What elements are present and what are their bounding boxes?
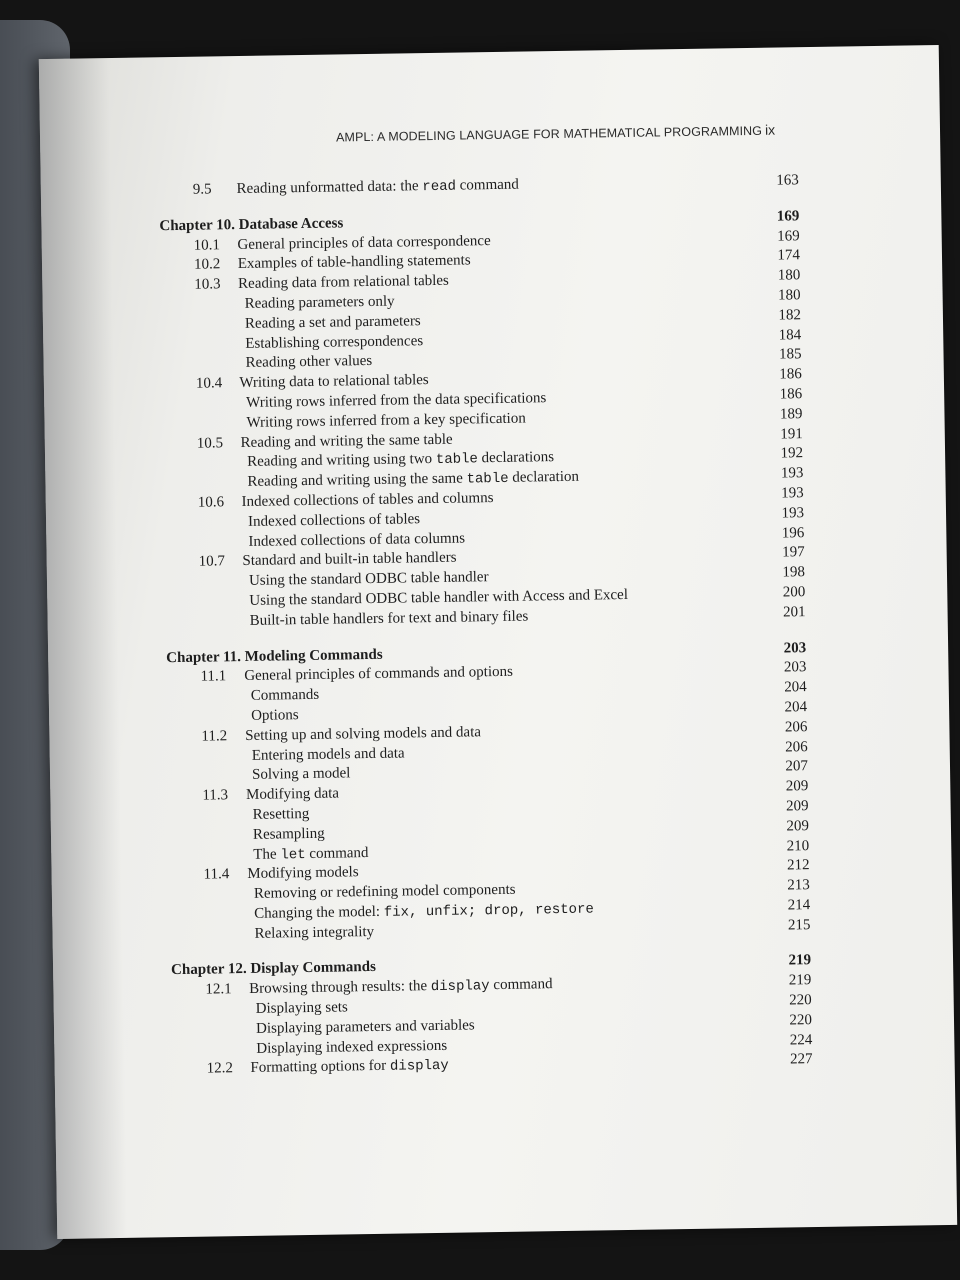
page-ref: 197 <box>782 544 805 561</box>
page-ref: 163 <box>776 172 799 189</box>
subsection-title: Resampling <box>252 825 325 843</box>
page-ref: 192 <box>780 445 804 462</box>
subsection-title: Displaying indexed expressions <box>256 1037 448 1057</box>
section-number: 10.4 <box>195 375 223 392</box>
page-ref: 207 <box>785 758 809 775</box>
page-ref: 204 <box>784 699 808 716</box>
subsection-title: Commands <box>250 686 320 705</box>
subsection-title: Displaying sets <box>255 999 348 1017</box>
subsection-title: Reading and writing using the same table declaration <box>247 468 580 491</box>
page-ref: 180 <box>777 287 801 304</box>
page-ref: 193 <box>780 465 804 482</box>
section-title: Reading unformatted data: the read command <box>236 176 519 198</box>
page-ref: 185 <box>778 346 802 363</box>
subsection-title: Writing rows inferred from the data specifications <box>246 390 547 411</box>
page-ref: 169 <box>777 227 800 245</box>
section-number: 10.5 <box>196 434 224 452</box>
subsection-title: Changing the model: fix, unfix; drop, restore <box>254 901 594 922</box>
subsection-title: Reading and writing using two table declarations <box>247 449 555 471</box>
page-ref: 203 <box>783 639 807 657</box>
page-ref: 193 <box>781 504 805 522</box>
subsection-title: Displaying parameters and variables <box>255 1017 475 1037</box>
section-number: 11.4 <box>203 866 230 883</box>
table-of-contents <box>159 171 813 1080</box>
subsection-title: Reading parameters only <box>244 293 395 312</box>
subsection-title: Solving a model <box>251 765 351 784</box>
page-ref: 212 <box>786 857 810 874</box>
page-ref: 209 <box>785 798 809 815</box>
subsection-title: Writing rows inferred from a key specification <box>246 410 526 431</box>
section-title: General principles of commands and options <box>244 664 514 685</box>
page-ref: 219 <box>788 952 812 969</box>
page-ref: 214 <box>787 897 811 914</box>
section-title: Indexed collections of tables and columns <box>241 490 494 510</box>
section-title: Modifying models <box>247 864 359 883</box>
page-ref: 206 <box>784 718 808 736</box>
page-ref: 224 <box>789 1031 813 1049</box>
section-number: 10.3 <box>194 276 221 293</box>
subsection-title: Resetting <box>252 805 310 823</box>
page-ref: 201 <box>782 603 806 621</box>
page-ref: 191 <box>780 425 803 443</box>
book-page <box>39 45 957 1239</box>
page-ref: 219 <box>788 972 812 989</box>
section-title: Writing data to relational tables <box>239 372 429 392</box>
subsection-title: Using the standard ODBC table handler with Access and Excel <box>249 586 629 609</box>
page-number: ix <box>764 121 776 138</box>
chapter-title: Chapter 11. Modeling Commands <box>166 646 383 666</box>
page-ref: 204 <box>784 679 807 696</box>
section-number: 11.3 <box>202 787 229 804</box>
section-number: 12.2 <box>206 1060 234 1078</box>
subsection-title: Establishing correspondences <box>245 332 424 352</box>
section-title: Reading data from relational tables <box>237 272 449 293</box>
subsection-title: Reading other values <box>245 353 373 372</box>
page-ref: 198 <box>782 564 806 581</box>
page-ref: 169 <box>776 208 800 225</box>
page-ref: 189 <box>779 405 803 423</box>
section-title: Examples of table-handling statements <box>237 252 471 273</box>
section-number: 10.7 <box>198 553 226 571</box>
subsection-title: Reading a set and parameters <box>244 312 421 332</box>
page-ref: 174 <box>777 247 801 264</box>
page-ref: 182 <box>778 306 802 324</box>
subsection-title: The let command <box>253 844 369 863</box>
section-title: General principles of data correspondence <box>237 232 491 253</box>
page-ref: 206 <box>785 738 808 756</box>
section-title: Standard and built-in table handlers <box>242 549 457 570</box>
section-title: Setting up and solving models and data <box>245 723 482 744</box>
section-number: 10.2 <box>193 256 221 274</box>
page-ref: 213 <box>787 877 810 894</box>
subsection-title: Options <box>251 707 299 724</box>
section-title: Reading and writing the same table <box>240 431 453 451</box>
page-ref: 210 <box>786 837 810 854</box>
page-ref: 227 <box>789 1051 813 1068</box>
page-ref: 215 <box>787 916 811 934</box>
section-number: 9.5 <box>192 181 212 198</box>
section-number: 12.1 <box>205 981 232 998</box>
page-ref: 203 <box>783 659 807 676</box>
section-number: 11.1 <box>200 668 227 686</box>
page-ref: 209 <box>786 817 810 835</box>
section-title: Browsing through results: the display command <box>249 976 553 998</box>
page-ref: 186 <box>779 386 803 403</box>
page-ref: 180 <box>777 267 801 284</box>
page-ref: 196 <box>781 524 805 542</box>
page-ref: 193 <box>781 485 804 502</box>
chapter-title: Chapter 10. Database Access <box>159 215 344 235</box>
subsection-title: Using the standard ODBC table handler <box>248 569 489 590</box>
subsection-title: Removing or redefining model components <box>253 881 516 902</box>
section-title: Formatting options for display <box>250 1058 449 1077</box>
subsection-title: Built-in table handlers for text and binary files <box>249 608 529 629</box>
page-ref: 220 <box>789 992 812 1009</box>
section-number: 11.2 <box>201 727 228 745</box>
section-number: 10.1 <box>193 236 221 254</box>
subsection-title: Indexed collections of tables <box>247 510 421 530</box>
running-head: AMPL: A MODELING LANGUAGE FOR MATHEMATICAL PROGRAMMING <box>335 123 763 145</box>
section-title: Modifying data <box>245 785 340 804</box>
page-ref: 209 <box>785 778 809 795</box>
subsection-title: Entering models and data <box>251 744 405 764</box>
page-ref: 220 <box>789 1011 813 1029</box>
page-ref: 200 <box>782 584 806 601</box>
subsection-title: Relaxing integrality <box>254 923 375 942</box>
section-number: 10.6 <box>197 494 225 511</box>
chapter-title: Chapter 12. Display Commands <box>170 959 376 979</box>
page-ref: 184 <box>778 326 802 344</box>
subsection-title: Indexed collections of data columns <box>248 530 466 550</box>
page-ref: 186 <box>779 366 802 383</box>
